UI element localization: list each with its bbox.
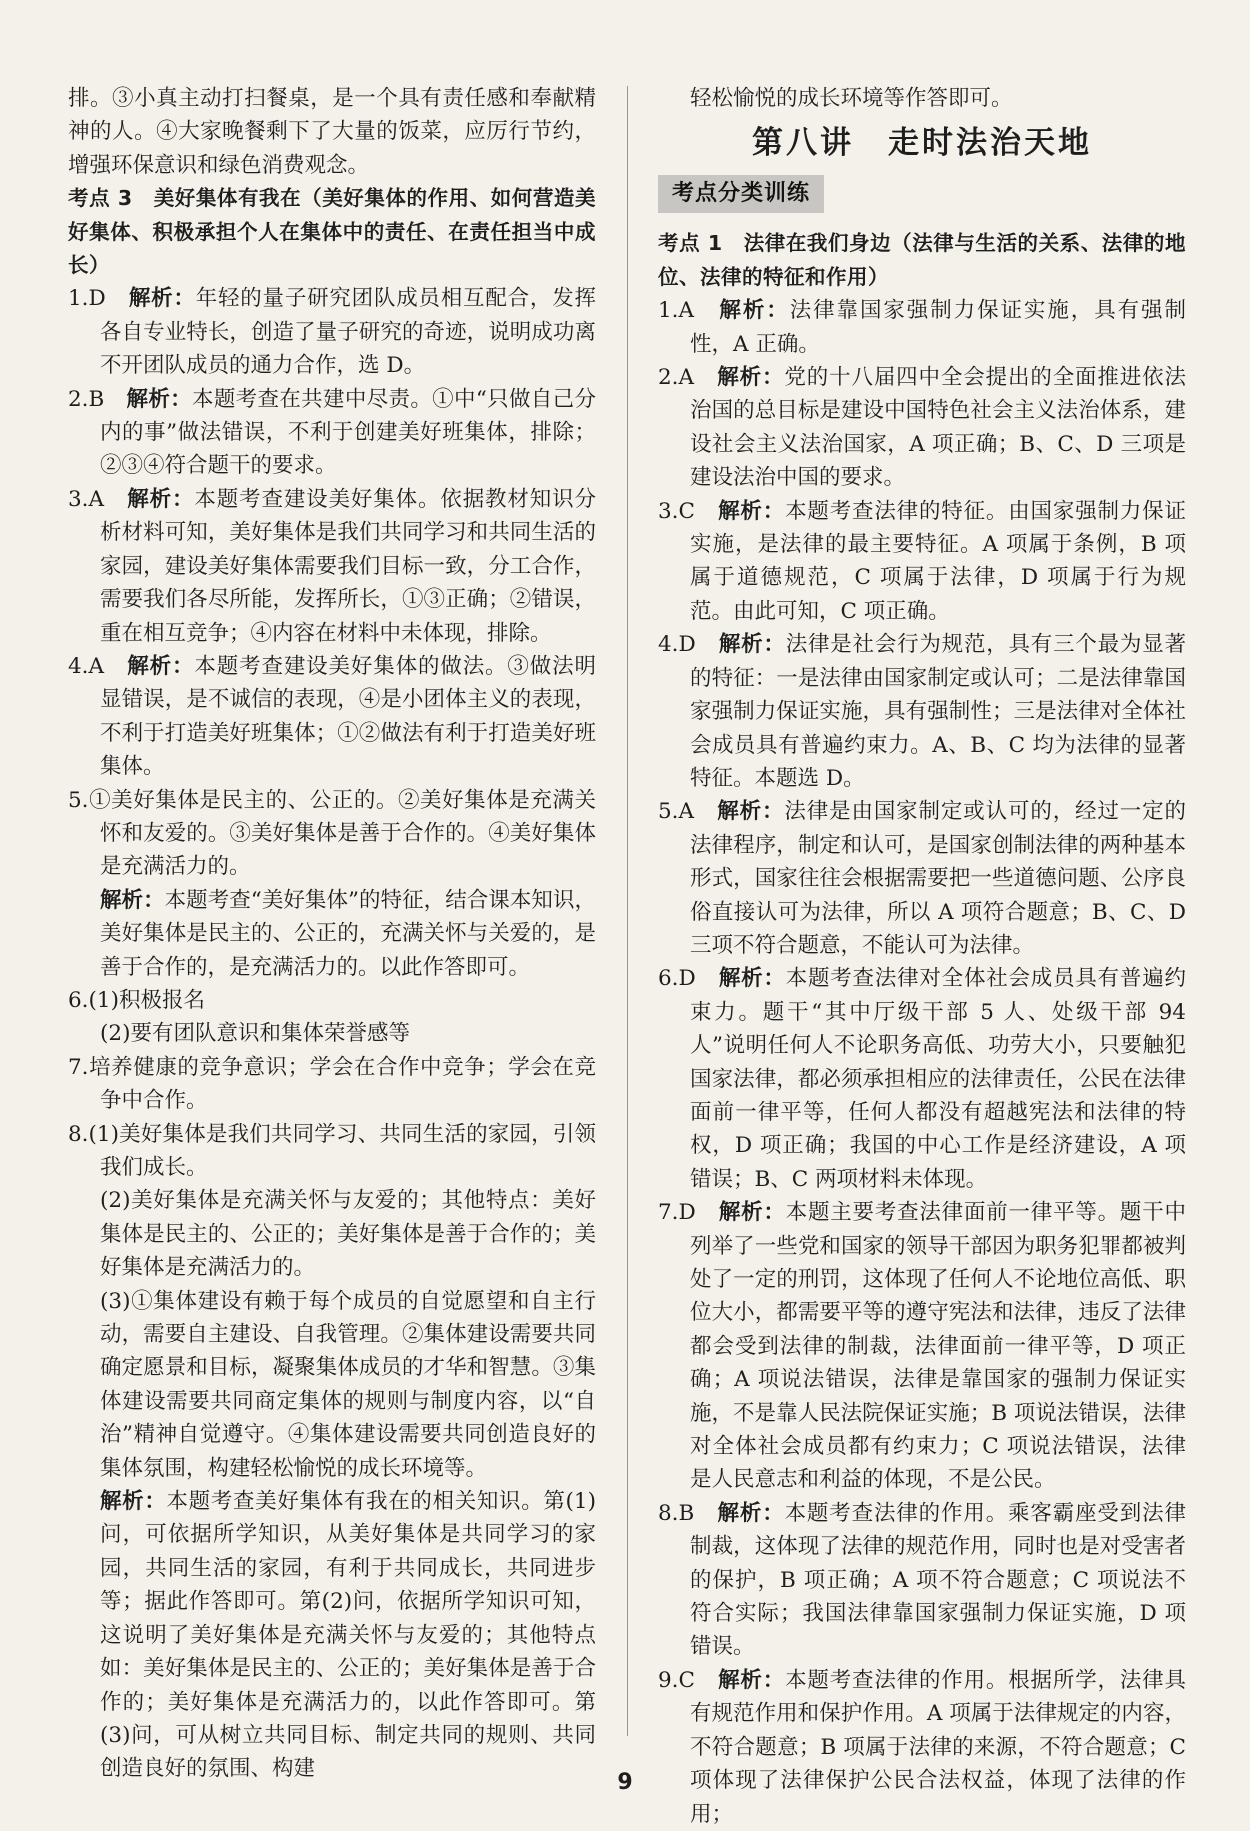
analysis-label: 解析：	[717, 1500, 785, 1526]
analysis-label: 解析：	[127, 653, 195, 679]
analysis-label: 解析：	[718, 966, 786, 992]
answer-item: 7.D 解析：本题主要考查法律面前一律平等。题干中列举了一些党和国家的领导干部因为职务犯罪都被判处了一定的刑罚，这体现了任何人不论地位高低、职位大小，都需要平等的遵守宪法和法律，违反了法律都会受到法律的制裁，法律面前一律平等，D 项正确；A 项说法错误，法律是靠国家的强制力保证实施，不是靠人民法院保证实施；B 项说法错误，法律对全体社会成员都有约束力；C 项说法错误，法律是人民意志和利益的体现，不是公民。	[658, 1200, 1186, 1493]
section-heading-3: 考点 3 美好集体有我在（美好集体的作用、如何营造美好集体、积极承担个人在集体中的责任、在责任担当中成长）	[68, 186, 596, 278]
continued-text: 排。③小真主动打扫餐桌，是一个具有责任感和奉献精神的人。④大家晚餐剩下了大量的饭菜，应厉行节约，增强环保意识和绿色消费观念。	[68, 86, 596, 178]
answer-item: 2.B 解析：本题考查在共建中尽责。①中“只做自己分内的事”做法错误，不利于创建美好班集体，排除；②③④符合题干的要求。	[68, 386, 596, 479]
answer-item: 9.C 解析：本题考查法律的作用。根据所学，法律具有规范作用和保护作用。A 项属于法律规定的内容，不符合题意；B 项属于法律的来源，不符合题意；C 项体现了法律保护公民合法权益，体现了法律的作用；	[658, 1667, 1186, 1827]
analysis-label: 解析：	[127, 486, 195, 512]
analysis-label: 解析：	[719, 298, 790, 324]
answer-item: 5.①美好集体是民主的、公正的。②美好集体是充满关怀和友爱的。③美好集体是善于合作的。④美好集体是充满活力的。	[68, 787, 596, 880]
analysis-label: 解析：	[718, 498, 786, 524]
lecture-title: 第八讲 走时法治天地	[752, 125, 1092, 162]
answer-item: 4.A 解析：本题考查建设美好集体的做法。③做法明显错误，是不诚信的表现，④是小团体主义的表现，不利于打造美好班集体；①②做法有利于打造美好班集体。	[68, 653, 596, 780]
answer-item: 2.A 解析：党的十八届四中全会提出的全面推进依法治国的总目标是建设中国特色社会主义法治体系，建设社会主义法治国家，A 项正确；B、C、D 三项是建设法治中国的要求。	[658, 365, 1186, 491]
answer-item: 3.C 解析：本题考查法律的特征。由国家强制力保证实施，是法律的最主要特征。A 项属于条例，B 项属于道德规范，C 项属于法律，D 项属于行为规范。由此可知，C 项正确。	[658, 498, 1186, 624]
section-band: 考点分类训练	[658, 175, 824, 213]
answer-item: 6.D 解析：本题考查法律对全体社会成员具有普遍约束力。题干“其中厅级干部 5 人、处级干部 94 人”说明任何人不论职务高低、功劳大小，只要触犯国家法律，都必须承担相应的法律责任，公民在法律面前一律平等，任何人都没有超越宪法和法律的特权，D 项正确；我国的中心工作是经济建设，A 项错误；B、C 两项材料未体现。	[658, 966, 1186, 1192]
page-number: 9	[617, 1770, 633, 1795]
column-divider	[627, 86, 628, 1736]
left-column	[68, 82, 596, 1786]
answer-item: 6.(1)积极报名	[68, 987, 205, 1013]
analysis-label: 解析：	[126, 386, 192, 412]
analysis-label: 解析：	[100, 1489, 167, 1515]
answer-item: 8.B 解析：本题考查法律的作用。乘客霸座受到法律制裁，这体现了法律的规范作用，同时也是对受害者的保护，B 项正确；A 项不符合题意；C 项说法不符合实际；我国法律靠国家强制力保证实施，D 项错误。	[658, 1500, 1186, 1660]
answer-item: 1.D 解析：年轻的量子研究团队成员相互配合，发挥各自专业特长，创造了量子研究的奇迹，说明成功离不开团队成员的通力合作，选 D。	[68, 286, 596, 379]
answer-item: 4.D 解析：法律是社会行为规范，具有三个最为显著的特征：一是法律由国家制定或认可；二是法律靠国家强制力保证实施，具有强制性；三是法律对全体社会成员具有普遍约束力。A、B、C 均为法律的显著特征。本题选 D。	[658, 632, 1186, 791]
answer-subitem: (2)美好集体是充满关怀与友爱的；其他特点：美好集体是民主的、公正的；美好集体是善于合作的；美好集体是充满活力的。	[100, 1188, 596, 1281]
continued-text: 轻松愉悦的成长环境等作答即可。	[690, 86, 1013, 111]
answer-item: 1.A 解析：法律靠国家强制力保证实施，具有强制性，A 正确。	[658, 298, 1186, 357]
analysis-label: 解析：	[718, 1200, 786, 1226]
analysis-label: 解析：	[128, 286, 196, 312]
answer-item: 8.(1)美好集体是我们共同学习、共同生活的家园，引领我们成长。	[68, 1121, 596, 1180]
analysis-label: 解析：	[717, 365, 785, 391]
analysis-label: 解析：	[100, 887, 165, 913]
answer-subitem: (2)要有团队意识和集体荣誉感等	[100, 1021, 410, 1047]
answer-item: 5.A 解析：法律是由国家制定或认可的，经过一定的法律程序，制定和认可，是国家创制法律的两种基本形式，国家往往会根据需要把一些道德问题、公序良俗直接认可为法律，所以 A 项符合题意；B、C、D 三项不符合题意，不能认可为法律。	[658, 799, 1186, 958]
answer-item: 3.A 解析：本题考查建设美好集体。依据教材知识分析材料可知，美好集体是我们共同学习和共同生活的家园，建设美好集体需要我们目标一致，分工合作，需要我们各尽所能，发挥所长，①③正确；②错误，重在相互竞争；④内容在材料中未体现，排除。	[68, 486, 596, 646]
analysis-paragraph: 解析：本题考查美好集体有我在的相关知识。第(1)问，可依据所学知识，从美好集体是共同学习的家园，共同生活的家园，有利于共同成长，共同进步等；据此作答即可。第(2)问，依据所学知识可知，这说明了美好集体是充满关怀与友爱的；其他特点如：美好集体是民主的、公正的；美好集体是善于合作的；美好集体是充满活力的，以此作答即可。第(3)问，可从树立共同目标、制定共同的规则、共同创造良好的氛围、构建	[100, 1489, 596, 1782]
section-heading-1: 考点 1 法律在我们身边（法律与生活的关系、法律的地位、法律的特征和作用）	[658, 231, 1186, 289]
right-column	[658, 82, 1186, 1831]
analysis-label: 解析：	[718, 1667, 786, 1693]
analysis-paragraph: 解析：本题考查“美好集体”的特征，结合课本知识，美好集体是民主的、公正的，充满关怀与关爱的，是善于合作的，是充满活力的。以此作答即可。	[100, 887, 596, 980]
analysis-label: 解析：	[717, 799, 785, 825]
analysis-label: 解析：	[718, 632, 786, 658]
answer-item: 7.培养健康的竞争意识；学会在合作中竞争；学会在竞争中合作。	[68, 1054, 596, 1114]
answer-subitem: (3)①集体建设有赖于每个成员的自觉愿望和自主行动，需要自主建设、自我管理。②集体建设需要共同确定愿景和目标，凝聚集体成员的才华和智慧。③集体建设需要共同商定集体的规则与制度内容，以“自治”精神自觉遵守。④集体建设需要共同创造良好的集体氛围，构建轻松愉悦的成长环境等。	[100, 1288, 596, 1481]
